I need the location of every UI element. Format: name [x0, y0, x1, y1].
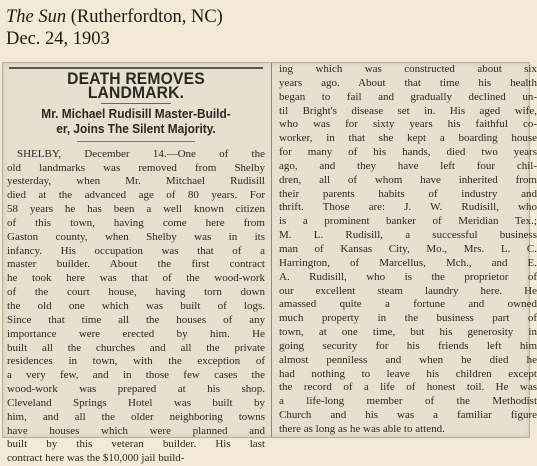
text-line: 58 years he has been a well known citizen [7, 203, 265, 216]
subheadline-line: er, Joins The Silent Majority. [56, 121, 216, 136]
left-column [7, 67, 265, 466]
publication-date: Dec. 24, 1903 [6, 29, 110, 49]
text-line: of the court house, having torn down [7, 286, 265, 299]
headline: DEATH REMOVES LANDMARK. [67, 69, 205, 102]
text-line: of this town, having come here from [7, 216, 265, 229]
citation-header [6, 6, 223, 50]
text-line: our excellent steam laundry here. He [279, 284, 537, 297]
text-line: the record of a life of honest toil. He was [279, 381, 537, 394]
right-column-text [279, 63, 537, 437]
text-line: yesterday, when Mr. Mitchael Rudisill [7, 175, 265, 188]
text-line: built all the churches and all the private [7, 341, 265, 354]
text-line: thrift. Those are: J. W. Rudisill, who [279, 201, 537, 214]
text-line: infancy. His occupation was that of a [7, 244, 265, 257]
text-line: ago, and they have left four chil- [279, 159, 537, 172]
newspaper-clipping [2, 62, 537, 465]
text-line: Cleveland Springs Hotel was built by [7, 396, 265, 409]
text-line: til Bright's disease set in. His aged wife, [279, 104, 537, 117]
text-line: the old one which was built of logs. [7, 299, 265, 312]
text-line: had nothing to leave his children except [279, 367, 537, 380]
text-line: who was for sixty years his faithful co- [279, 118, 537, 131]
text-line: is a prominent banker of Meridian Tex.; [279, 215, 537, 228]
text-line: died at the advanced age of 80 years. For [7, 189, 265, 202]
text-line: master builder. About the first contract [7, 258, 265, 271]
text-line: going security for his friends left him [279, 339, 537, 352]
text-line: Church and his was a familiar figure [279, 409, 537, 422]
text-line: contract here was the $10,000 jail build- [7, 452, 185, 465]
text-line: him, and all the older neighboring towns [7, 410, 265, 423]
text-line: built by this veteran builder. His last [7, 438, 265, 451]
left-column-text [7, 148, 265, 466]
text-line: amassed quite a fortune and owned [279, 298, 537, 311]
text-line: importance were erected by him. He [7, 327, 265, 340]
column-divider [271, 63, 272, 437]
subhead-divider [77, 141, 195, 142]
text-line: town, at one time, but his generosity in [279, 326, 537, 339]
subheadline [7, 107, 265, 137]
text-line: A. Rudisill, who is the proprietor of [279, 270, 537, 283]
paper-location: (Rutherfordton, NC) [70, 7, 223, 27]
text-line: there as long as he was able to attend. [279, 422, 445, 435]
text-line: for many of his hands, died two years [279, 146, 537, 159]
text-line: much property in the business part of [279, 312, 537, 325]
text-line: SHELBY, December 14.—One of the [17, 147, 265, 160]
text-line: have houses which were planned and [7, 424, 265, 437]
text-line: he took here was that of the wood-work [7, 272, 265, 285]
text-line: years ago. About that time his health [279, 76, 537, 89]
text-line: M. L. Rudisill, a successful business [279, 229, 537, 242]
text-line: Gaston county, when Shelby was in its [7, 230, 265, 243]
text-line: a life-long member of the Methodist [279, 395, 537, 408]
subheadline-line: Mr. Michael Rudisill Master-Build- [41, 106, 231, 121]
text-line: old landmarks was removed from Shelby [7, 161, 265, 174]
paper-title-line [6, 6, 223, 28]
text-line: Since that time all the houses of any [7, 313, 265, 326]
text-line: began to fail and gradually declined un- [279, 90, 537, 103]
text-line: man of Kansas City, Mo., Mrs. L. C. [279, 242, 537, 255]
text-line: almost penniless and when he died he [279, 353, 537, 366]
right-column [279, 63, 537, 437]
text-line: ing which was constructed about six [279, 63, 537, 75]
text-line: dren, all of whom have inherited from [279, 173, 537, 186]
text-line: residences in town, with the exception of [7, 355, 265, 368]
text-line: wood-work was prepared at his shop. [7, 383, 265, 396]
text-line: Harrington, of Marcellus, Mch., and E. [279, 256, 537, 269]
text-line: a very few, and in those few cases the [7, 369, 265, 382]
text-line: their parents habits of industry and [279, 187, 537, 200]
paper-name: The Sun [6, 7, 67, 27]
headline-divider [101, 103, 171, 104]
text-line: worker, in that she kept a boarding house [279, 132, 537, 145]
